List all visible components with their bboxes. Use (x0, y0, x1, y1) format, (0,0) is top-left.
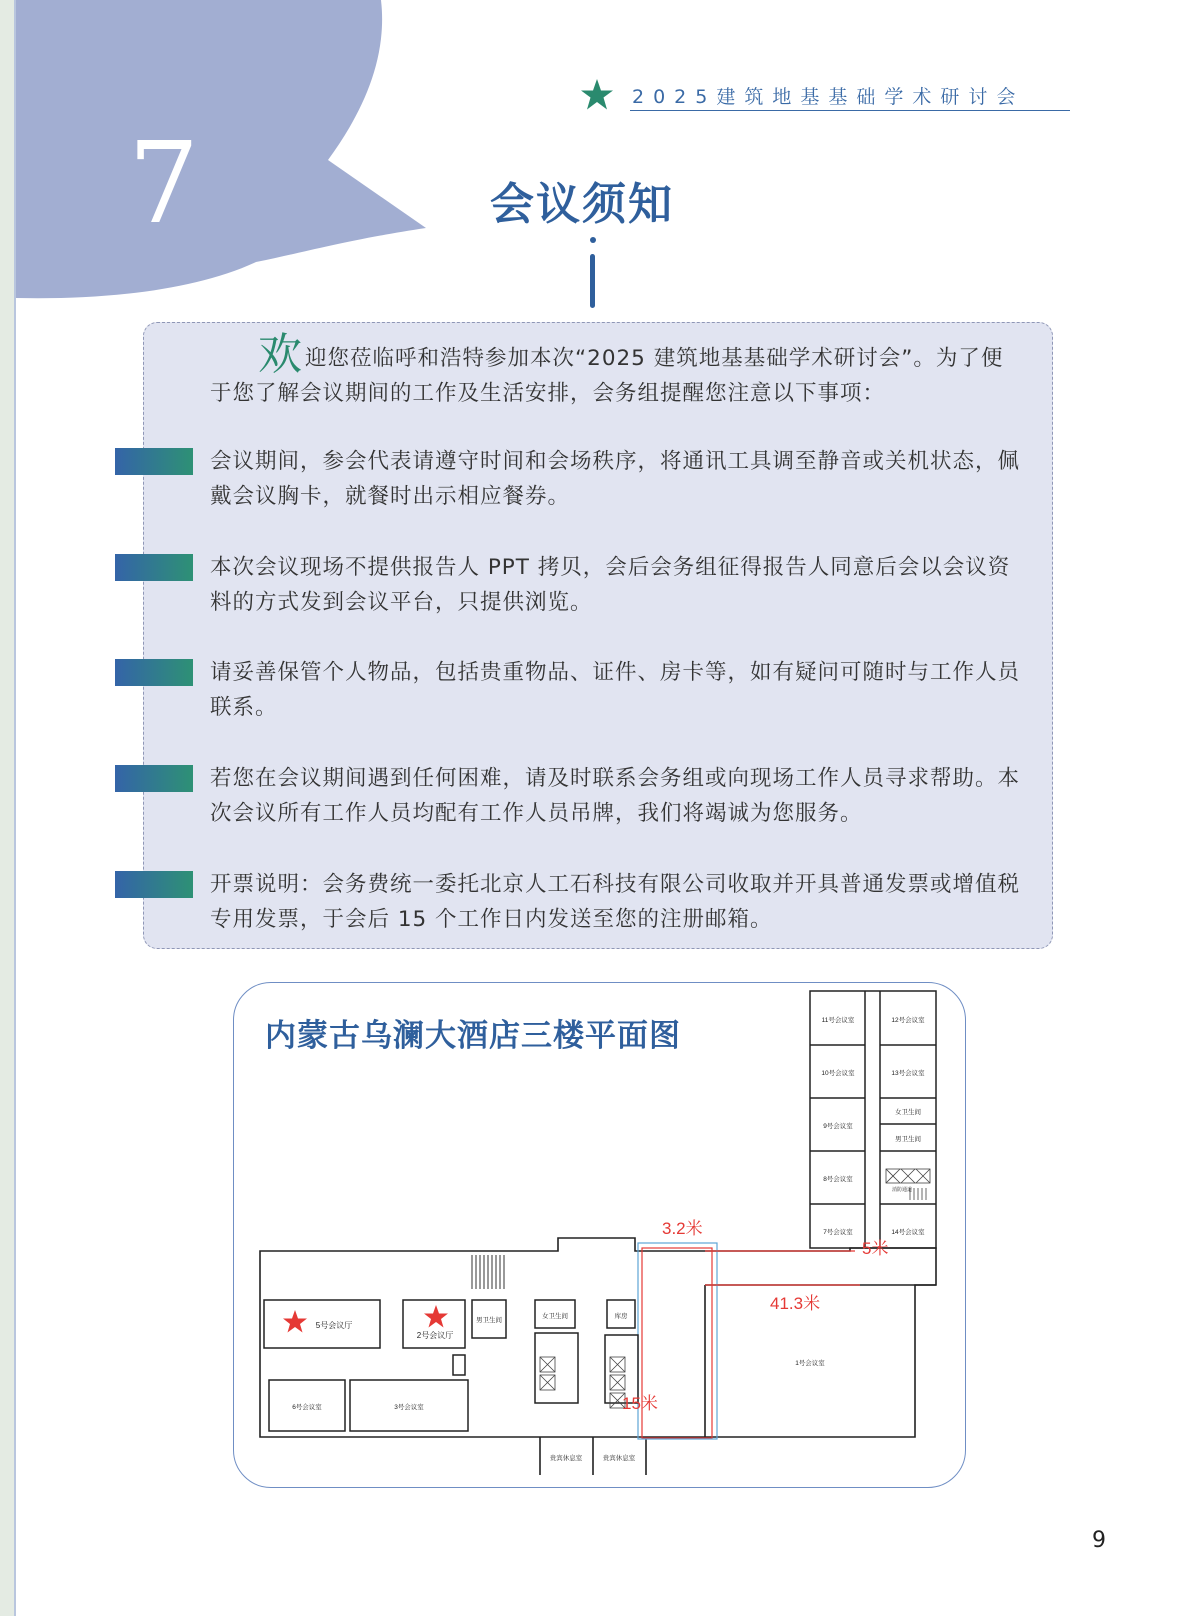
intro-paragraph (210, 329, 1025, 411)
measure-5m: 5米 (862, 1239, 889, 1258)
storage-label: 库房 (614, 1313, 628, 1320)
measure-41-3m: 41.3米 (770, 1294, 821, 1313)
men-wc-label: 男卫生间 (476, 1317, 502, 1324)
room-10-label: 10号会议室 (821, 1070, 855, 1077)
women-wc-label: 女卫生间 (542, 1313, 568, 1320)
notice-item-2: 本次会议现场不提供报告人 PPT 拷贝，会后会务组征得报告人同意后会以会议资料的方式发到会议平台，只提供浏览。 (210, 555, 1011, 615)
room-2-label: 2号会议厅 (416, 1331, 454, 1340)
floor-plan-drawing (250, 985, 950, 1475)
room-7-label: 7号会议室 (823, 1229, 853, 1236)
title-divider-bar (590, 254, 595, 308)
room-6-label: 6号会议室 (292, 1404, 322, 1411)
page-number: 9 (1092, 1528, 1106, 1553)
left-margin-strip (0, 0, 14, 1616)
notice-item-3: 请妥善保管个人物品，包括贵重物品、证件、房卡等，如有疑问可随时与工作人员联系。 (210, 660, 1021, 720)
star-icon (580, 78, 614, 112)
room-14-label: 14号会议室 (891, 1229, 925, 1236)
east-wing (810, 991, 936, 1248)
star-icon (283, 1310, 307, 1333)
room-3-label: 3号会议室 (394, 1404, 424, 1411)
room-8-label: 8号会议室 (823, 1176, 853, 1183)
notice-item-5: 开票说明：会务费统一委托北京人工石科技有限公司收取并开具普通发票或增值税专用发票，于会后 15 个工作日内发送至您的注册邮箱。 (210, 872, 1021, 932)
page-title: 会议须知 (490, 179, 674, 230)
notice-tag-1 (115, 448, 193, 475)
notice-tag-2 (115, 554, 193, 581)
lounge-b-label: 贵宾休息室 (602, 1455, 636, 1462)
room-9-label: 9号会议室 (823, 1123, 853, 1130)
vent-grille (472, 1255, 504, 1289)
header-underline (630, 110, 1070, 111)
chapter-number: 7 (128, 119, 200, 249)
main-building (260, 1238, 936, 1475)
measure-15m: 15米 (622, 1394, 658, 1413)
east-stair-label: 消防通道 (891, 1187, 913, 1193)
notice-item-1: 会议期间，参会代表请遵守时间和会场秩序，将通讯工具调至静音或关机状态，佩戴会议胸卡，就餐时出示相应餐券。 (210, 449, 1021, 509)
east-wing-stairs (886, 1169, 930, 1200)
conference-title: 2025建筑地基基础学术研讨会 (632, 86, 1025, 108)
notice-tag-4 (115, 765, 193, 792)
lounge-a-label: 贵宾休息室 (549, 1455, 583, 1462)
measure-3-2m: 3.2米 (662, 1219, 703, 1238)
notice-panel (143, 322, 1053, 949)
west-rooms (264, 1300, 638, 1431)
room-11-label: 11号会议室 (821, 1017, 855, 1024)
chapter-speech-bubble (16, 0, 436, 310)
title-divider-dot (590, 237, 596, 243)
notice-tag-5 (115, 871, 193, 898)
room-1-label: 1号会议室 (795, 1360, 825, 1367)
star-icon (424, 1305, 448, 1328)
notice-item-4: 若您在会议期间遇到任何困难，请及时联系会务组或向现场工作人员寻求帮助。本次会议所有工作人员均配有工作人员吊牌，我们将竭诚为您服务。 (210, 766, 1021, 826)
intro-lead-char: 欢 (258, 329, 303, 380)
notice-tag-3 (115, 659, 193, 686)
elevator-boxes (540, 1357, 625, 1408)
east-men-wc-label: 男卫生间 (895, 1136, 921, 1143)
room-5-label: 5号会议厅 (315, 1321, 353, 1330)
room-12-label: 12号会议室 (891, 1017, 925, 1024)
east-women-wc-label: 女卫生间 (895, 1109, 921, 1116)
conference-header (580, 74, 1070, 112)
corridor-lines (638, 1243, 860, 1439)
room-13-label: 13号会议室 (891, 1070, 925, 1077)
intro-text: 迎您莅临呼和浩特参加本次“2025 建筑地基基础学术研讨会”。为了便于您了解会议期间的工作及生活安排，会务组提醒您注意以下事项： (210, 346, 1004, 406)
floor-plan-title: 内蒙古乌澜大酒店三楼平面图 (265, 1018, 681, 1054)
